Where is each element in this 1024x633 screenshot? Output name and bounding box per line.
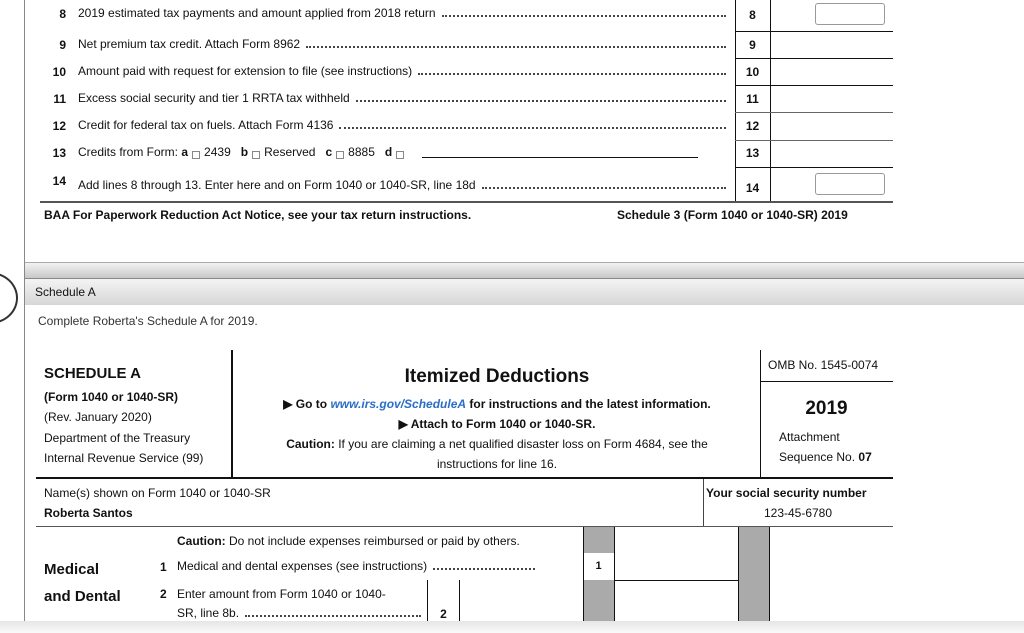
line-8-label: 2019 estimated tax payments and amount applied from 2018 return <box>78 6 728 20</box>
line-1-label: Medical and dental expenses (see instructions) <box>177 559 537 573</box>
line-2-label: Enter amount from Form 1040 or 1040- <box>177 587 386 601</box>
caution-line: Caution: If you are claiming a net qualified disaster loss on Form 4684, see the <box>286 437 708 451</box>
line-13-label: Credits from Form: a 2439 b Reserved c 8885 d <box>78 145 698 159</box>
attachment-label: Attachment <box>779 430 840 444</box>
caution-line-2: instructions for line 16. <box>436 457 558 471</box>
form-heading: Itemized Deductions <box>404 366 590 387</box>
dot-leader <box>245 615 421 617</box>
panel-title: Schedule A <box>35 285 96 299</box>
line-number: 14 <box>52 174 66 188</box>
dot-leader <box>356 100 726 102</box>
box-number: 13 <box>745 146 760 160</box>
line-1-input[interactable] <box>615 527 738 580</box>
line-13-other-field[interactable] <box>422 157 698 158</box>
line-number: 1 <box>160 560 167 574</box>
omb-number: OMB No. 1545-0074 <box>768 358 879 372</box>
checkbox-2439[interactable] <box>192 151 200 159</box>
section-title-2: and Dental <box>44 588 121 605</box>
caution-2: Caution: Do not include expenses reimbursed or paid by others. <box>177 534 520 548</box>
name-value: Roberta Santos <box>44 506 133 520</box>
section-separator <box>25 262 1024 280</box>
line-number: 11 <box>53 92 66 106</box>
line-11-label: Excess social security and tier 1 RRTA tax withheld <box>78 91 728 105</box>
section-title: Medical <box>44 561 100 578</box>
revision: (Rev. January 2020) <box>44 410 152 424</box>
panel-instruction: Complete Roberta's Schedule A for 2019. <box>38 314 258 328</box>
line-2-label-2: SR, line 8b. <box>177 606 423 620</box>
box-number: 10 <box>745 65 760 79</box>
box-number: 14 <box>745 181 760 195</box>
attach-line: ▶ Attach to Form 1040 or 1040-SR. <box>398 417 596 431</box>
box-number: 8 <box>749 8 756 22</box>
ssn-value: 123-45-6780 <box>763 506 833 520</box>
line-number: 8 <box>59 7 66 21</box>
dot-leader <box>482 187 726 189</box>
footer-left: BAA For Paperwork Reduction Act Notice, see your tax return instructions. <box>44 208 472 222</box>
form-label: (Form 1040 or 1040-SR) <box>44 390 179 404</box>
panel-header[interactable] <box>25 279 1024 305</box>
collapse-circle[interactable] <box>0 272 18 324</box>
box-number: 2 <box>440 607 447 621</box>
left-border <box>24 0 25 633</box>
sequence: Sequence No. 07 <box>779 450 872 464</box>
department: Department of the Treasury <box>44 431 191 445</box>
checkbox-8885[interactable] <box>336 151 344 159</box>
name-label: Name(s) shown on Form 1040 or 1040-SR <box>44 486 271 500</box>
divider <box>40 201 893 203</box>
form-header-center <box>240 364 754 474</box>
dot-leader <box>433 568 535 570</box>
schedule-title: SCHEDULE A <box>44 365 141 382</box>
box-number: 12 <box>745 119 760 133</box>
line-8-input[interactable] <box>815 3 885 25</box>
line-number: 10 <box>52 65 66 79</box>
line-10-label: Amount paid with request for extension to file (see instructions) <box>78 64 728 78</box>
box-number: 11 <box>746 92 759 106</box>
line-number: 2 <box>160 587 167 601</box>
tax-year: 2019 <box>805 398 848 419</box>
line-14-input[interactable] <box>815 173 885 195</box>
dot-leader <box>442 15 726 17</box>
horizontal-scrollbar[interactable] <box>0 621 1024 633</box>
line-12-label: Credit for federal tax on fuels. Attach Form 4136 <box>78 118 728 132</box>
goto-line: ▶ Go to www.irs.gov/ScheduleA for instructions and the latest information. <box>283 397 711 411</box>
ssn-label: Your social security number <box>706 486 867 500</box>
line-number: 13 <box>52 146 66 160</box>
shaded-cell <box>583 527 614 553</box>
dot-leader <box>418 73 726 75</box>
line-number: 12 <box>52 119 66 133</box>
line-number: 9 <box>59 38 66 52</box>
shaded-cell <box>738 527 769 633</box>
footer-right: Schedule 3 (Form 1040 or 1040-SR) 2019 <box>617 208 848 222</box>
dot-leader <box>339 127 726 129</box>
box-number: 1 <box>595 560 602 572</box>
line-9-label: Net premium tax credit. Attach Form 8962 <box>78 37 728 51</box>
box-number: 9 <box>749 38 756 52</box>
checkbox-reserved[interactable] <box>252 151 260 159</box>
irs-link[interactable]: www.irs.gov/ScheduleA <box>330 397 467 411</box>
line-14-label: Add lines 8 through 13. Enter here and on Form 1040 or 1040-SR, line 18d <box>78 178 728 192</box>
checkbox-other[interactable] <box>396 151 404 159</box>
irs: Internal Revenue Service (99) <box>44 451 204 465</box>
dot-leader <box>306 46 726 48</box>
